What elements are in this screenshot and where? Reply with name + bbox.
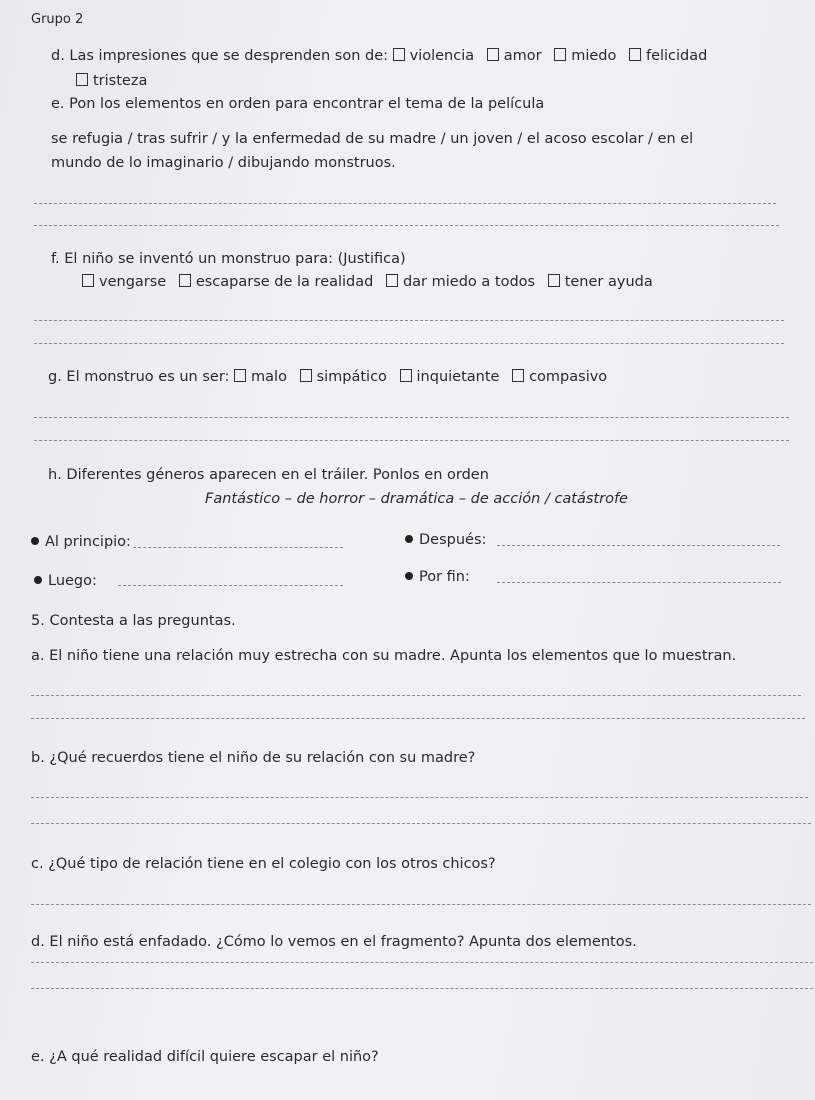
question-f-options [82, 274, 661, 290]
option-vengarse[interactable]: vengarse [82, 274, 166, 290]
answer-line-por-fin[interactable] [497, 582, 781, 583]
answer-line[interactable] [34, 440, 789, 441]
checkbox-icon[interactable] [82, 274, 94, 287]
bullet-icon [31, 537, 39, 545]
bullet-icon [405, 535, 413, 543]
option-inquietante[interactable]: inquietante [400, 369, 500, 385]
answer-line-al-principio[interactable] [133, 547, 343, 548]
option-amor[interactable]: amor [487, 48, 542, 64]
label-despues: Después: [405, 532, 486, 548]
question-f-prompt: f. El niño se inventó un monstruo para: (Justifica) [51, 251, 406, 267]
option-felicidad[interactable]: felicidad [629, 48, 707, 64]
checkbox-icon[interactable] [179, 274, 191, 287]
checkbox-icon[interactable] [300, 369, 312, 382]
answer-line[interactable] [34, 203, 776, 204]
option-escaparse[interactable]: escaparse de la realidad [179, 274, 374, 290]
question-5a: a. El niño tiene una relación muy estrecha con su madre. Apunta los elementos que lo muestran. [31, 648, 737, 664]
label-al-principio: Al principio: [31, 534, 131, 550]
label-luego: Luego: [34, 573, 97, 589]
option-simpatico[interactable]: simpático [300, 369, 387, 385]
option-compasivo[interactable]: compasivo [512, 369, 607, 385]
bullet-icon [405, 572, 413, 580]
label-por-fin: Por fin: [405, 569, 470, 585]
checkbox-icon[interactable] [554, 48, 566, 61]
checkbox-icon[interactable] [512, 369, 524, 382]
answer-line[interactable] [31, 988, 813, 989]
option-tener-ayuda[interactable]: tener ayuda [548, 274, 653, 290]
option-dar-miedo[interactable]: dar miedo a todos [386, 274, 535, 290]
checkbox-icon[interactable] [234, 369, 246, 382]
question-d [51, 48, 715, 64]
checkbox-icon[interactable] [487, 48, 499, 61]
question-e-text-1: se refugia / tras sufrir / y la enfermedad de su madre / un joven / el acoso escolar / en el [51, 131, 694, 147]
checkbox-icon[interactable] [548, 274, 560, 287]
checkbox-icon[interactable] [386, 274, 398, 287]
option-tristeza[interactable]: tristeza [76, 73, 147, 89]
question-5e: e. ¿A qué realidad difícil quiere escapar el niño? [31, 1049, 379, 1065]
answer-line[interactable] [31, 718, 805, 719]
answer-line-despues[interactable] [497, 545, 780, 546]
option-miedo[interactable]: miedo [554, 48, 616, 64]
question-g-prompt: g. El monstruo es un ser: [48, 369, 230, 385]
answer-line[interactable] [31, 962, 813, 963]
genre-list: Fantástico – de horror – dramática – de acción / catástrofe [205, 491, 628, 507]
answer-line[interactable] [31, 695, 801, 696]
question-h-prompt: h. Diferentes géneros aparecen en el tráiler. Ponlos en orden [48, 467, 489, 483]
question-5c: c. ¿Qué tipo de relación tiene en el colegio con los otros chicos? [31, 856, 496, 872]
section-5-title: 5. Contesta a las preguntas. [31, 613, 236, 629]
answer-line[interactable] [34, 320, 784, 321]
question-g [48, 369, 615, 385]
answer-line[interactable] [34, 417, 789, 418]
bullet-icon [34, 576, 42, 584]
answer-line[interactable] [34, 343, 784, 344]
answer-line[interactable] [34, 225, 779, 226]
answer-line-luego[interactable] [118, 585, 343, 586]
option-violencia[interactable]: violencia [393, 48, 475, 64]
option-malo[interactable]: malo [234, 369, 287, 385]
question-d-prompt: d. Las impresiones que se desprenden son de: [51, 48, 389, 64]
group-label: Grupo 2 [31, 12, 84, 27]
checkbox-icon[interactable] [393, 48, 405, 61]
checkbox-icon[interactable] [76, 73, 88, 86]
question-5b: b. ¿Qué recuerdos tiene el niño de su relación con su madre? [31, 750, 476, 766]
question-5d: d. El niño está enfadado. ¿Cómo lo vemos en el fragmento? Apunta dos elementos. [31, 934, 637, 950]
checkbox-icon[interactable] [400, 369, 412, 382]
checkbox-icon[interactable] [629, 48, 641, 61]
answer-line[interactable] [31, 904, 811, 905]
answer-line[interactable] [31, 797, 808, 798]
answer-line[interactable] [31, 823, 811, 824]
question-e-prompt: e. Pon los elementos en orden para encontrar el tema de la película [51, 96, 545, 112]
question-e-text-2: mundo de lo imaginario / dibujando monstruos. [51, 155, 396, 171]
